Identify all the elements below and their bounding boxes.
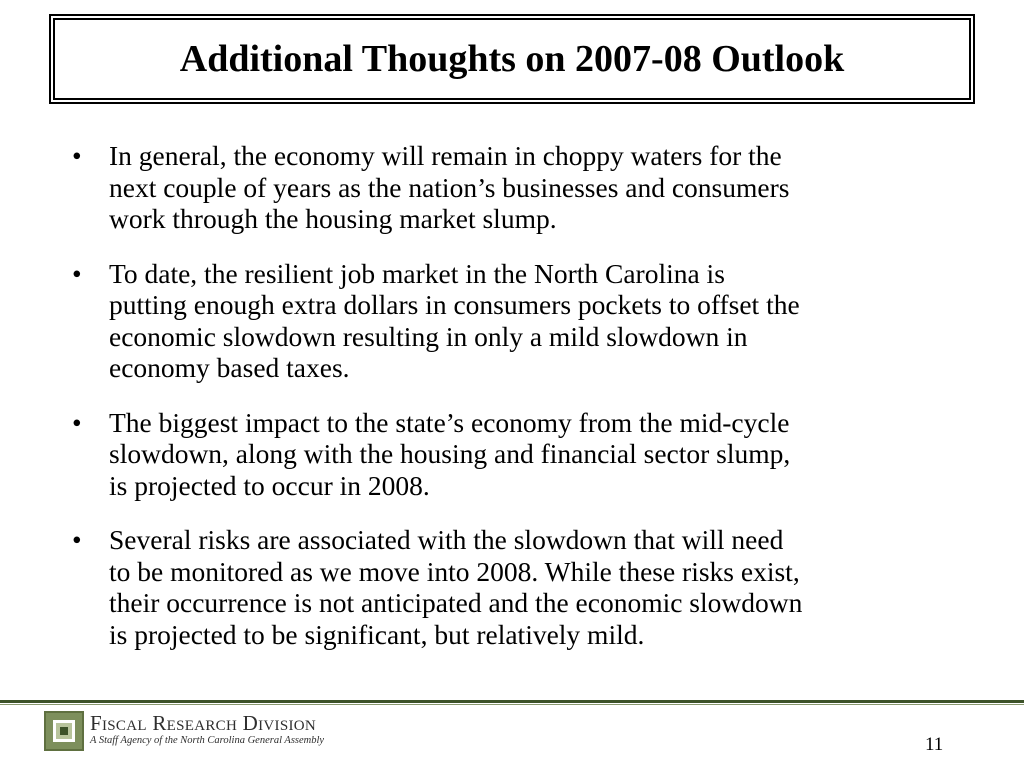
- fiscal-research-division-logo-icon: [44, 711, 84, 751]
- bullet-line: In general, the economy will remain in choppy waters for the: [109, 140, 782, 171]
- bullet-line: Several risks are associated with the slowdown that will need: [109, 524, 784, 555]
- bullet-marker: •: [72, 524, 82, 555]
- bullet-line: next couple of years as the nation’s businesses and consumers: [109, 171, 790, 203]
- bullet-line: putting enough extra dollars in consumers pockets to offset the: [109, 289, 800, 320]
- bullet-line: is projected to occur in 2008.: [109, 469, 430, 501]
- org-name: Fiscal Research Division: [90, 711, 317, 735]
- logo-inner-square: [53, 720, 75, 742]
- slide-title: Additional Thoughts on 2007-08 Outlook: [179, 38, 845, 80]
- bullet-line: economic slowdown resulting in only a mild slowdown in: [109, 320, 748, 352]
- bullet-list: [72, 140, 977, 673]
- bullet-marker: •: [72, 257, 82, 289]
- bullet-line: to be monitored as we move into 2008. While these risks exist,: [109, 555, 800, 587]
- bullet-line: slowdown, along with the housing and financial sector slump,: [109, 438, 791, 469]
- page-number: 11: [925, 734, 944, 755]
- bullet-line: is projected to be significant, but relatively mild.: [109, 618, 645, 650]
- footer-divider: [0, 700, 1024, 703]
- bullet-marker: •: [72, 406, 82, 438]
- bullet-line: economy based taxes.: [109, 352, 350, 383]
- footer-divider-accent: [0, 704, 1024, 705]
- bullet-line: work through the housing market slump.: [109, 203, 557, 234]
- bullet-item-4: [72, 524, 977, 650]
- logo-core-square: [60, 727, 68, 735]
- bullet-marker: •: [72, 140, 82, 171]
- bullet-item-2: [72, 258, 977, 384]
- bullet-line: their occurrence is not anticipated and the economic slowdown: [109, 587, 803, 618]
- bullet-item-3: [72, 407, 977, 502]
- bullet-item-1: [72, 140, 977, 235]
- bullet-line: To date, the resilient job market in the North Carolina is: [109, 257, 725, 289]
- org-tagline: A Staff Agency of the North Carolina General Assembly: [90, 735, 325, 746]
- title-box: [49, 14, 975, 104]
- bullet-line: The biggest impact to the state’s economy from the mid-cycle: [109, 406, 790, 438]
